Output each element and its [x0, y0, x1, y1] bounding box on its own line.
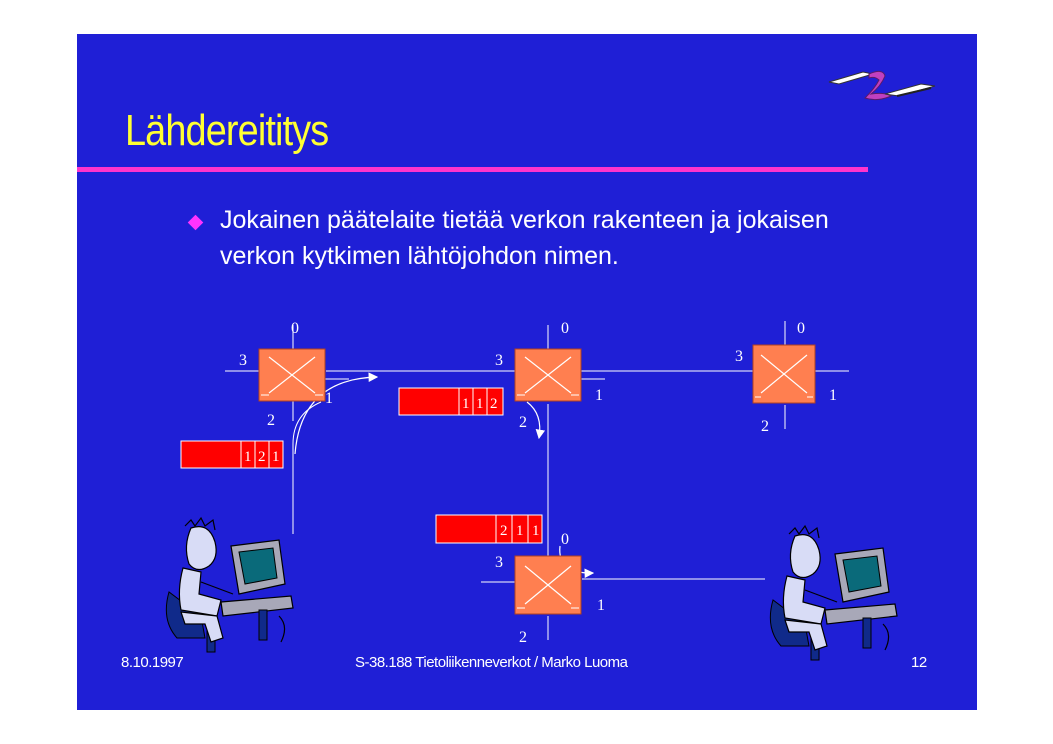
- switch-c-port-right: 1: [829, 387, 837, 404]
- switch-c-port-bottom: 2: [761, 418, 769, 435]
- packet-1-hop-3: 1: [272, 449, 280, 465]
- network-links: [293, 371, 765, 579]
- switch-a-port-top: 0: [291, 320, 299, 337]
- packet-1-hop-1: 1: [244, 449, 252, 465]
- packet-2-hop-3: 2: [490, 396, 498, 412]
- source-routing-diagram: [77, 34, 977, 710]
- slide: [77, 34, 977, 710]
- packet-1: [181, 441, 283, 468]
- switch-d-port-bottom: 2: [519, 629, 527, 646]
- switch-d-port-left: 3: [495, 554, 503, 571]
- slide-title: Lähdereititys: [125, 106, 329, 155]
- footer-page-number: 12: [911, 654, 927, 671]
- packet-3: [436, 515, 542, 543]
- footer-course: S-38.188 Tietoliikenneverkot / Marko Luoma: [355, 654, 628, 671]
- switch-b: [495, 320, 605, 431]
- link-left-host-a: [293, 402, 321, 534]
- bullet-text: Jokainen päätelaite tietää verkon rakenteen ja jokaisen verkon kytkimen lähtöjohdon nimen.: [220, 206, 829, 270]
- route-arrow-b: [527, 402, 540, 438]
- left-host-user-icon: [166, 518, 293, 652]
- switch-c-port-left: 3: [735, 348, 743, 365]
- packet-3-hop-3: 1: [532, 523, 540, 539]
- switch-c: [735, 320, 849, 435]
- switch-a: [225, 320, 349, 429]
- switch-b-port-bottom: 2: [519, 414, 527, 431]
- packet-2: [399, 388, 503, 415]
- footer-date: 8.10.1997: [121, 654, 184, 671]
- switch-b-port-top: 0: [561, 320, 569, 337]
- packet-1-hop-2: 2: [258, 449, 266, 465]
- packet-2-hop-1: 1: [462, 396, 470, 412]
- packet-2-hop-2: 1: [476, 396, 484, 412]
- packet-3-hop-1: 2: [500, 523, 508, 539]
- switch-b-port-right: 1: [595, 387, 603, 404]
- switch-d: [481, 531, 605, 646]
- packet-3-hop-2: 1: [516, 523, 524, 539]
- switch-a-port-right: 1: [325, 390, 333, 407]
- switch-b-port-left: 3: [495, 352, 503, 369]
- switch-a-port-bottom: 2: [267, 412, 275, 429]
- switch-d-port-top: 0: [561, 531, 569, 548]
- switch-a-port-left: 3: [239, 352, 247, 369]
- right-host-user-icon: [770, 526, 897, 660]
- switch-d-port-right: 1: [597, 597, 605, 614]
- switch-c-port-top: 0: [797, 320, 805, 337]
